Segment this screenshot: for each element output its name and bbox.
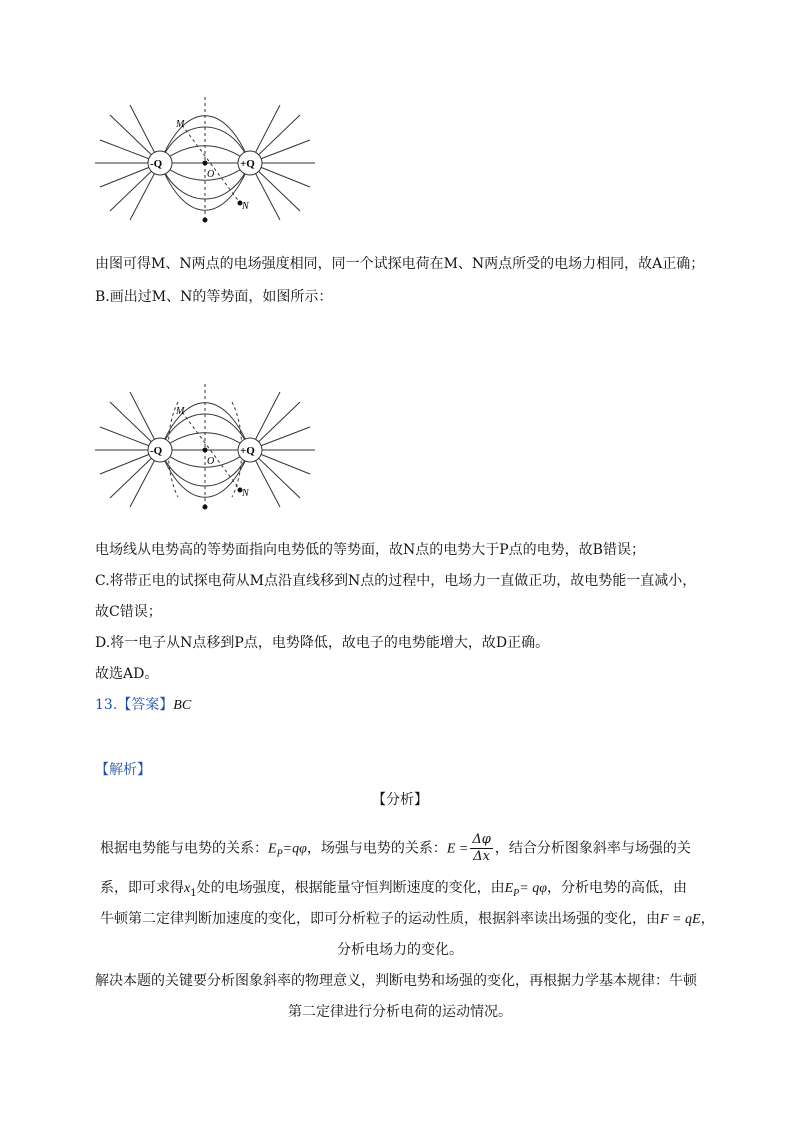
right-charge-label: +Q — [240, 158, 255, 170]
text-line-7: 故选AD。 — [95, 666, 159, 682]
dipole-field-diagram-1 — [90, 95, 320, 225]
analysis-tag: 【解析】 — [95, 762, 151, 778]
point-n-label-2: N — [242, 488, 249, 499]
analysis-line-3 — [100, 909, 715, 930]
p3-text-b: ， — [700, 911, 715, 927]
p2-text-a: 系，即可求得 — [100, 880, 184, 896]
answer-tag: 【答案】 — [117, 697, 174, 713]
right-charge-label-2: +Q — [240, 445, 255, 457]
p2-text-b: 处的电场强度，根据能量守恒判断速度的变化，由 — [196, 880, 505, 896]
question-number: 13. — [95, 697, 118, 713]
p1-text-c: ，结合分析图象斜率与场强的关 — [494, 840, 691, 857]
text-line-5: 故C错误； — [95, 604, 162, 620]
dipole-field-diagram-2 — [90, 382, 320, 512]
answer-line — [95, 695, 191, 716]
p1-text-a: 根据电势能与电势的关系： — [100, 840, 268, 857]
text-line-6: D.将一电子从N点移到P点，电势降低，故电子的电势能增大，故D正确。 — [95, 635, 550, 651]
field-lines-figure-2 — [90, 382, 320, 512]
fenxi-heading: 【分析】 — [372, 792, 428, 808]
analysis-line-5: 解决本题的关键要分析图象斜率的物理意义，判断电势和场强的变化，再根据力学基本规律：牛顿 — [95, 973, 697, 989]
text-line-3: 电场线从电势高的等势面指向电势低的等势面，故N点的电势大于P点的电势，故B错误； — [95, 542, 645, 558]
p1-ep-sub: P — [276, 848, 283, 860]
p3-f: F = qE — [660, 912, 701, 927]
p2-eq: = qφ — [519, 881, 547, 896]
p3-text-a: 牛顿第二定律判断加速度的变化，即可分析粒子的运动性质，根据斜率读出场强的变化，由 — [100, 911, 660, 927]
point-o-label: O — [207, 169, 215, 180]
point-m-label-2: M — [176, 406, 185, 417]
p2-x-sub: 1 — [190, 887, 197, 899]
analysis-line-1 — [100, 832, 691, 865]
text-line-1: 由图可得M、N两点的电场强度相同，同一个试探电荷在M、N两点所受的电场力相同，故A正确； — [95, 256, 705, 272]
p2-x: x — [184, 881, 191, 896]
answer-value: BC — [173, 698, 192, 713]
p2-ep-sub: P — [513, 887, 520, 899]
p1-ep: E — [268, 841, 277, 857]
p1-fraction — [470, 832, 493, 865]
p2-ep: E — [504, 881, 514, 896]
point-n-label: N — [242, 201, 249, 212]
p1-text-b: ，场强与电势的关系： — [306, 840, 447, 857]
p1-eq: =qφ — [282, 841, 307, 857]
point-m-label: M — [176, 119, 185, 130]
p1-e: E = — [446, 841, 469, 857]
p1-denominator: Δx — [473, 849, 490, 864]
analysis-line-4: 分析电场力的变化。 — [337, 942, 463, 958]
text-line-2: B.画出过M、N的等势面，如图所示： — [95, 289, 333, 305]
p2-text-c: ，分析电势的高低，由 — [546, 880, 687, 896]
text-line-4: C.将带正电的试探电荷从M点沿直线移到N点的过程中，电场力一直做正功，故电势能一直减小， — [95, 573, 697, 589]
point-o-label-2: O — [207, 456, 215, 467]
analysis-line-6: 第二定律进行分析电荷的运动情况。 — [288, 1004, 512, 1020]
left-charge-label-2: -Q — [150, 445, 163, 457]
p1-numerator: Δφ — [472, 832, 491, 847]
field-lines-figure-1 — [90, 95, 320, 225]
left-charge-label: -Q — [150, 158, 163, 170]
analysis-line-2 — [100, 878, 687, 904]
